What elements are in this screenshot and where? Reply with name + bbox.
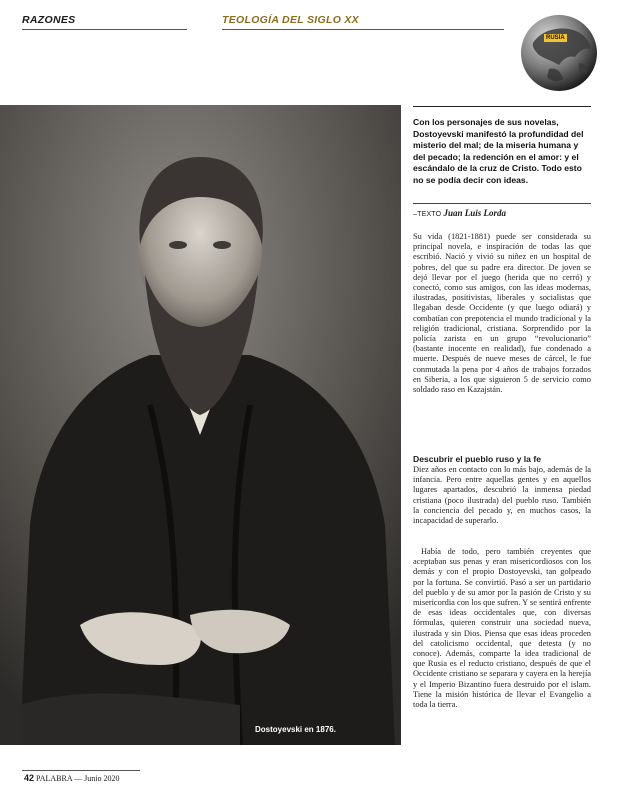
- subheading: Descubrir el pueblo ruso y la fe: [413, 454, 541, 464]
- publication-info: PALABRA — Junio 2020: [36, 774, 120, 783]
- author-name: Juan Luis Lorda: [443, 208, 506, 218]
- footer-rule: [22, 770, 140, 771]
- header-rule-center: [222, 29, 504, 30]
- body-paragraph-2: Diez años en contacto con lo más bajo, además de la infancia. Pero entre aquellas gentes y en aquellos lugares apartados, descubrió la inmensa piedad cristiana (poco ilustrada) del pueblo ruso. También la conciencia del pecado y, en muchos casos, la incapacidad de superarlo.: [413, 465, 591, 526]
- body-paragraph-1: Su vida (1821-1881) puede ser considerada su principal novela, e inspiración de todas las que escribió. Nació y vivió su niñez en un hospital de pobres, del que su padre era director. De joven se dejó llevar por el juego (herida que no cerró) y conectó, como sus amigos, con las ideas modernas, ilustradas, positivistas, liberales y socialistas que llegaban desde Occidente (y que luego odiará) y combatían con prepotencia el mundo tradicional y la religión tradicional, cristiana. Sorprendido por la policía zarista en un grupo “revolucionario” (bastante inocente en realidad), fue condenado a muerte. Después de nueve meses de cárcel, le fue conmutada la pena por 4 años de trabajos forzados en Siberia, a los que siguieron 5 de servicio como soldado raso en Kazajstán.: [413, 232, 591, 395]
- photo-caption: Dostoyevski en 1876.: [255, 725, 336, 734]
- lead-paragraph: Con los personajes de sus novelas, Dostoyevski manifestó la profundidad del misterio del mal; de la miseria humana y del pecado; la redención en el amor: y el escándalo de la cruz de Cristo. Todo esto no se podía decir con ideas.: [413, 117, 584, 185]
- byline-prefix: –TEXTO: [413, 211, 442, 218]
- portrait-photo: [0, 105, 401, 745]
- lead-bottom-rule: [413, 203, 591, 204]
- section-label: RAZONES: [22, 14, 76, 26]
- column-top-rule: [413, 106, 591, 107]
- page-number: 42: [24, 773, 35, 783]
- country-tag: RUSIA: [546, 35, 565, 41]
- series-title: TEOLOGÍA DEL SIGLO XX: [222, 14, 359, 26]
- header-rule-left: [22, 29, 187, 30]
- body-paragraph-3: Había de todo, pero también creyentes que aceptaban sus penas y eran misericordiosos con los demás y con el propio Dostoyevski, tan golpeado por la fortuna. Se convirtió. Pasó a ser un partidario del pueblo y de su amor por la pasión de Cristo y su misericordia con los que sufren. Y se sentirá enfrente de esas ideas occidentales que, con diversas fórmulas, quieren construir una sociedad nueva, ilustrada y sin Dios. Piensa que esas ideas proceden del catolicismo occidental, que detesta (y no conoce). Además, comparte la idea tradicional de que Rusia es el reducto cristiano, después de que el Occidente cristiano se separara y cayera en la herejía y el Imperio Bizantino fuera destruido por el islam. Tiene la misión histórica de llevar el Evangelio a toda la tierra.: [413, 547, 591, 710]
- globe-icon: [519, 13, 599, 93]
- byline: [413, 208, 591, 218]
- page-footer: [24, 773, 120, 783]
